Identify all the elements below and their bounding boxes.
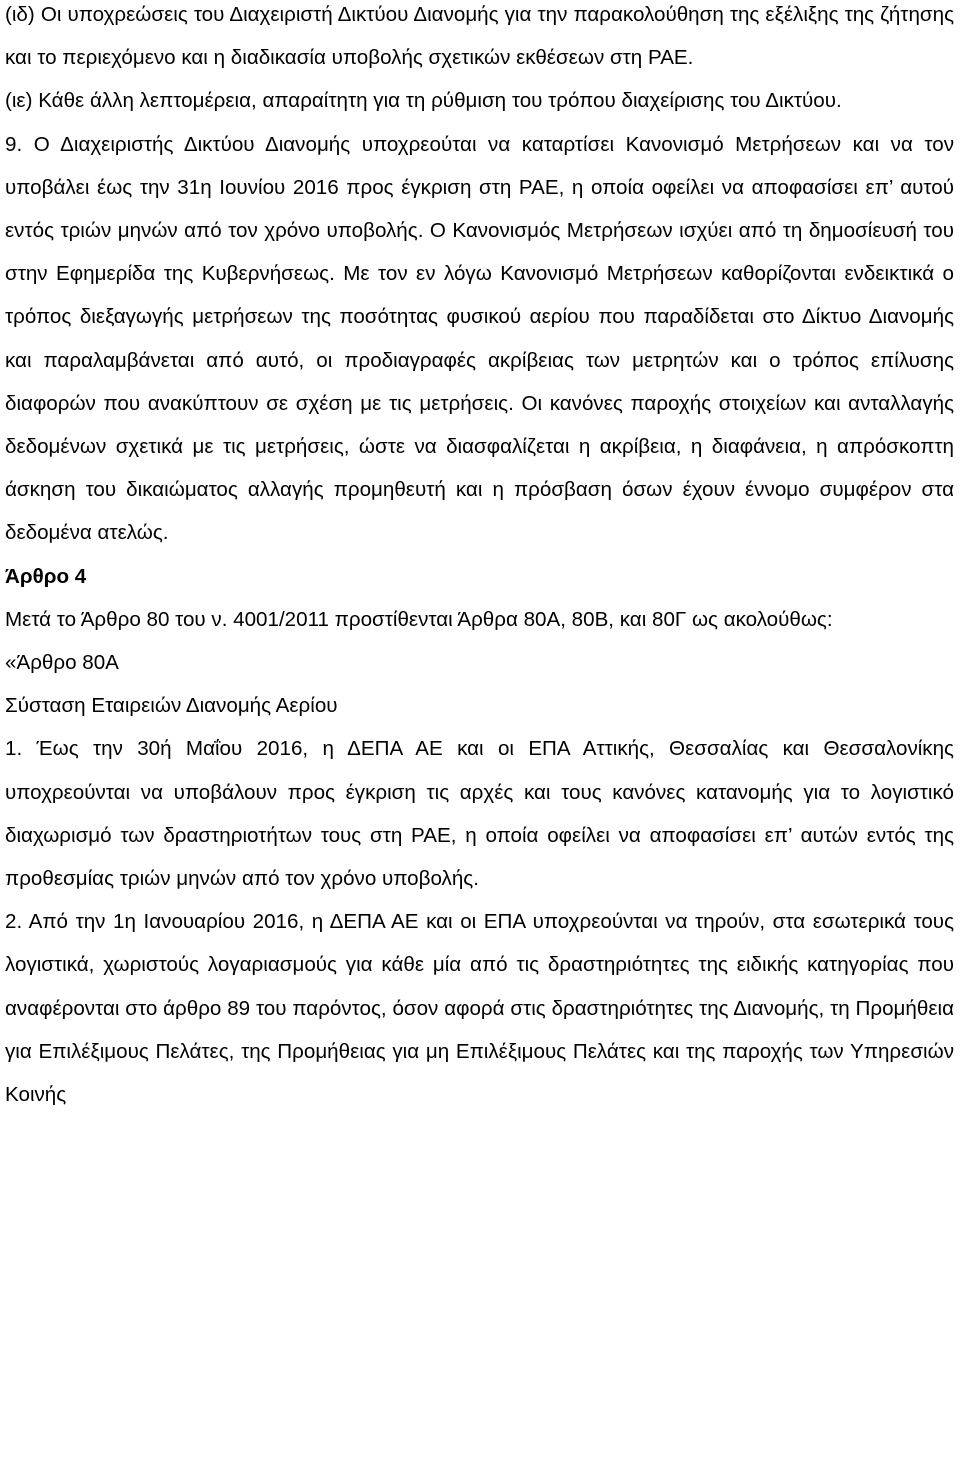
article-80a-paragraph-2: 2. Από την 1η Ιανουαρίου 2016, η ΔΕΠΑ ΑΕ και οι ΕΠΑ υποχρεούνται να τηρούν, στα εσωτερικά τους λογιστικά, χωριστούς λογαριασμούς για κάθε μία από τις δραστηριότητες της ειδικής κατηγορίας που αναφέρονται στο άρθρο 89 του παρόντος, όσον αφορά στις δραστηριότητες της Διανομής, τη Προμήθεια για Επιλέξιμους Πελάτες, της Προμήθειας για μη Επιλέξιμους Πελάτες και της παροχής των Υπηρεσιών Κοινής (5, 910, 954, 1107)
article-80a-title: Σύσταση Εταιρειών Διανομής Αερίου (5, 694, 338, 718)
article-intro: Μετά το Άρθρο 80 του ν. 4001/2011 προστίθενται Άρθρα 80Α, 80Β, και 80Γ ως ακολούθως: (5, 607, 833, 631)
article-80a-label: «Άρθρο 80Α (5, 651, 119, 675)
article-heading: Άρθρο 4 (5, 564, 87, 588)
paragraph-item-15: (ιε) Κάθε άλλη λεπτομέρεια, απαραίτητη για τη ρύθμιση του τρόπου διαχείρισης του Δικτύου. (5, 89, 842, 113)
paragraph-9-metering-code: 9. Ο Διαχειριστής Δικτύου Διανομής υποχρεούται να καταρτίσει Κανονισμό Μετρήσεων και να τον υποβάλει έως την 31η Ιουνίου 2016 προς έγκριση στη ΡΑΕ, η οποία οφείλει να αποφασίσει επ’ αυτού εντός τριών μηνών από τον χρόνο υποβολής. Ο Κανονισμός Μετρήσεων ισχύει από τη δημοσίευσή του στην Εφημερίδα της Κυβερνήσεως. Με τον εν λόγω Κανονισμό Μετρήσεων καθορίζονται ενδεικτικά ο τρόπος διεξαγωγής μετρήσεων της ποσότητας φυσικού αερίου που παραδίδεται στο Δίκτυο Διανομής και παραλαμβάνεται από αυτό, οι προδιαγραφές ακρίβειας των μετρητών και ο τρόπος επίλυσης διαφορών που ανακύπτουν σε σχέση με τις μετρήσεις. Οι κανόνες παροχής στοιχείων και ανταλλαγής δεδομένων σχετικά με τις μετρήσεις, ώστε να διασφαλίζεται η ακρίβεια, η διαφάνεια, η απρόσκοπτη άσκηση του δικαιώματος αλλαγής προμηθευτή και η πρόσβαση όσων έχουν έννομο συμφέρον στα δεδομένα ατελώς. (5, 132, 954, 545)
article-80a-paragraph-1: 1. Έως την 30ή Μαΐου 2016, η ΔΕΠΑ ΑΕ και οι ΕΠΑ Αττικής, Θεσσαλίας και Θεσσαλονίκης υποχρεούνται να υποβάλουν προς έγκριση τις αρχές και τους κανόνες κατανομής για το λογιστικό διαχωρισμό των δραστηριοτήτων τους στη ΡΑΕ, η οποία οφείλει να αποφασίσει επ’ αυτών εντός της προθεσμίας τριών μηνών από τον χρόνο υποβολής. (5, 737, 954, 891)
paragraph-item-14: (ιδ) Οι υποχρεώσεις του Διαχειριστή Δικτύου Διανομής για την παρακολούθηση της εξέλιξης της ζήτησης και το περιεχόμενο και η διαδικασία υποβολής σχετικών εκθέσεων στη ΡΑΕ. (5, 3, 954, 70)
